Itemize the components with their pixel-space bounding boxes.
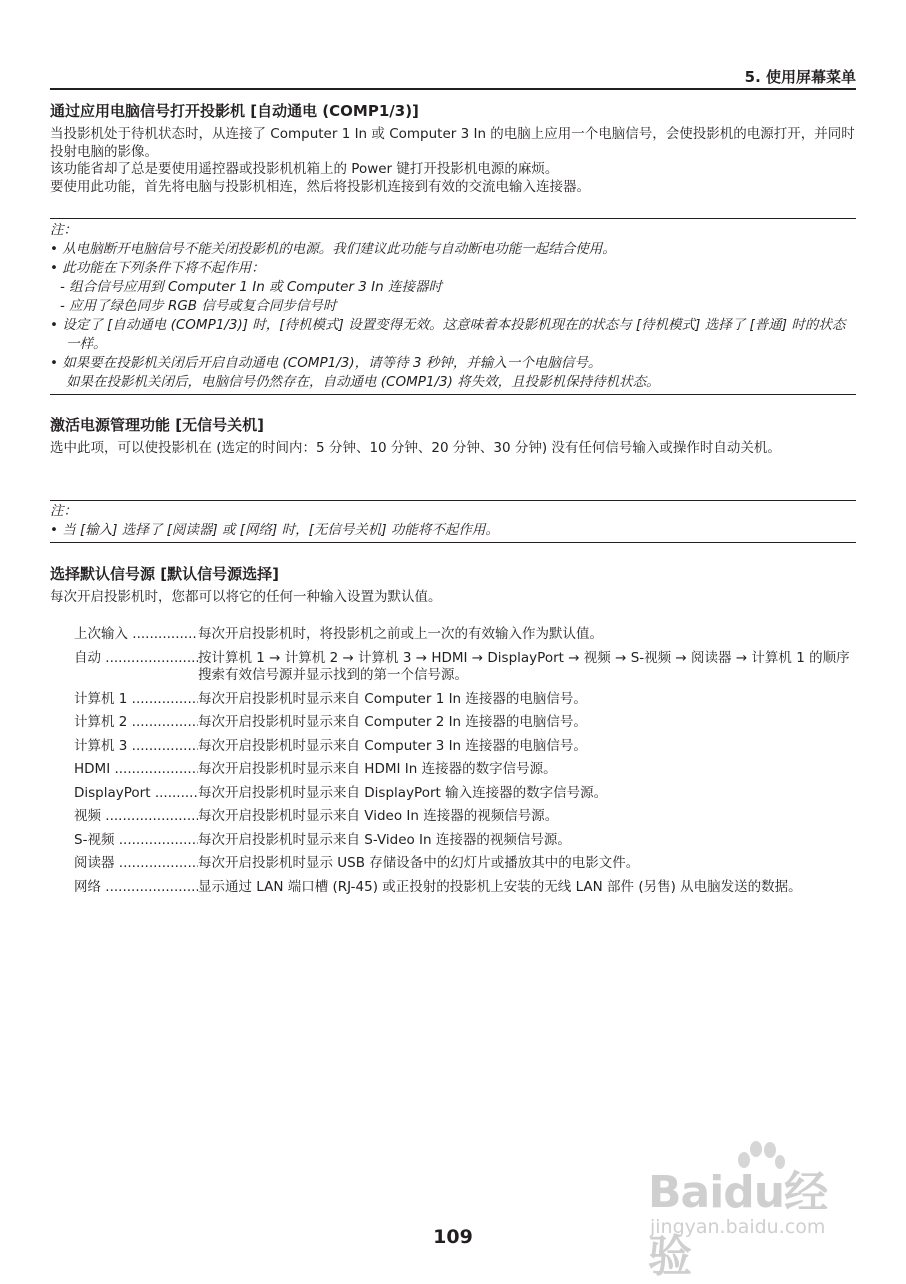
list-item: [74, 691, 858, 709]
list-description: 每次开启投影机时显示来自 Computer 1 In 连接器的电脑信号。: [198, 690, 587, 707]
chapter-header: 5. 使用屏幕菜单: [744, 68, 856, 86]
note-label: 注：: [50, 222, 77, 238]
list-term: 阅读器 .....: [74, 855, 198, 873]
paragraph: 每次开启投影机时，您都可以将它的任何一种输入设置为默认值。: [50, 589, 442, 605]
note-bullet: • 如果要在投影机关闭后开启自动通电 (COMP1/3)，请等待 3 秒钟，并输入一个电脑信号。: [50, 355, 602, 371]
note-rule-bottom: [50, 542, 856, 543]
section-title-default-source: 选择默认信号源 [默认信号源选择]: [50, 565, 279, 583]
list-description: 每次开启投影机时显示来自 Video In 连接器的视频信号源。: [198, 808, 559, 824]
watermark-url: jingyan.baidu.com: [650, 1216, 826, 1238]
list-item: [74, 855, 858, 873]
list-term: HDMI .....: [74, 761, 198, 779]
watermark-logo: Baidu经验: [648, 1167, 828, 1282]
list-item: [74, 832, 858, 850]
list-description: 每次开启投影机时，将投影机之前或上一次的有效输入作为默认值。: [198, 626, 603, 642]
list-description: 每次开启投影机时显示来自 Computer 2 In 连接器的电脑信号。: [198, 714, 587, 730]
note-rule-bottom: [50, 394, 856, 395]
note-label: 注：: [50, 503, 77, 519]
list-item: [74, 785, 858, 803]
note-bullet: • 此功能在下列条件下将不起作用：: [50, 260, 265, 276]
list-item: [74, 626, 858, 644]
list-term: 计算机 3 .....: [74, 738, 198, 756]
list-term: 网络 .....: [74, 879, 198, 897]
note-bullet: • 当 [输入] 选择了 [阅读器] 或 [网络] 时，[无信号关机] 功能将不起作用。: [50, 522, 499, 538]
list-description: 按计算机 1 → 计算机 2 → 计算机 3 → HDMI → DisplayPort → 视频 → S-视频 → 阅读器 → 计算机 1 的顺序搜索有效信号源并显示找到的第一个信号源。: [198, 649, 850, 683]
note-rule-top: [50, 218, 856, 219]
note-bullet: • 设定了 [自动通电 (COMP1/3)] 时，[待机模式] 设置变得无效。这意味着本投影机现在的状态与 [待机模式] 选择了 [普通] 时的状态一样。: [50, 317, 846, 352]
note-bullet: • 从电脑断开电脑信号不能关闭投影机的电源。我们建议此功能与自动断电功能一起结合使用。: [50, 241, 616, 257]
note-auto-power-on: [50, 221, 856, 392]
paragraph: 该功能省却了总是要使用遥控器或投影机机箱上的 Power 键打开投影机电源的麻烦。: [50, 161, 559, 177]
note-sub-item: - 应用了绿色同步 RGB 信号或复合同步信号时: [60, 298, 337, 314]
list-term: 自动 .....: [74, 650, 198, 685]
list-term: 上次输入 .....: [74, 626, 198, 644]
list-description: 显示通过 LAN 端口槽 (RJ-45) 或正投射的投影机上安装的无线 LAN 部件 (另售) 从电脑发送的数据。: [198, 878, 802, 895]
list-item: [74, 714, 858, 732]
list-description: 每次开启投影机时显示来自 Computer 3 In 连接器的电脑信号。: [198, 737, 587, 754]
paragraph: 当投影机处于待机状态时，从连接了 Computer 1 In 或 Computer 3 In 的电脑上应用一个电脑信号，会使投影机的电源打开，并同时投射电脑的影像。: [50, 126, 855, 160]
list-item: [74, 761, 858, 779]
list-description: 每次开启投影机时显示来自 HDMI In 连接器的数字信号源。: [198, 761, 557, 777]
section-body-auto-power-on: [50, 126, 858, 196]
list-term: 计算机 1 .....: [74, 691, 198, 709]
list-term: S-视频 .....: [74, 832, 198, 850]
list-term: DisplayPort .....: [74, 785, 198, 803]
default-source-list: [74, 626, 858, 902]
note-power-management: [50, 502, 856, 540]
paragraph: 选中此项，可以使投影机在 (选定的时间内：5 分钟、10 分钟、20 分钟、30 分钟) 没有任何信号输入或操作时自动关机。: [50, 440, 781, 456]
list-item: [74, 879, 858, 897]
list-description: 每次开启投影机时显示来自 S-Video In 连接器的视频信号源。: [198, 831, 571, 848]
list-term: 视频 .....: [74, 808, 198, 826]
note-rule-top: [50, 500, 856, 501]
section-body-power-management: [50, 440, 858, 458]
note-sub-item: - 组合信号应用到 Computer 1 In 或 Computer 3 In 连接器时: [60, 279, 442, 295]
paragraph: 要使用此功能，首先将电脑与投影机相连，然后将投影机连接到有效的交流电输入连接器。: [50, 178, 590, 195]
section-title-power-management: 激活电源管理功能 [无信号关机]: [50, 416, 264, 434]
note-continuation: 如果在投影机关闭后，电脑信号仍然存在，自动通电 (COMP1/3) 将失效，且投影机保持待机状态。: [66, 374, 660, 390]
list-item: [74, 808, 858, 826]
list-description: 每次开启投影机时显示 USB 存储设备中的幻灯片或播放其中的电影文件。: [198, 855, 640, 871]
list-item: [74, 738, 858, 756]
list-item: [74, 650, 858, 685]
header-rule: [50, 88, 856, 90]
section-title-auto-power-on: 通过应用电脑信号打开投影机 [自动通电 (COMP1/3)]: [50, 102, 419, 120]
section-body-default-source: [50, 589, 858, 607]
list-description: 每次开启投影机时显示来自 DisplayPort 输入连接器的数字信号源。: [198, 784, 608, 801]
list-term: 计算机 2 .....: [74, 714, 198, 732]
page-number: 109: [433, 1226, 473, 1248]
